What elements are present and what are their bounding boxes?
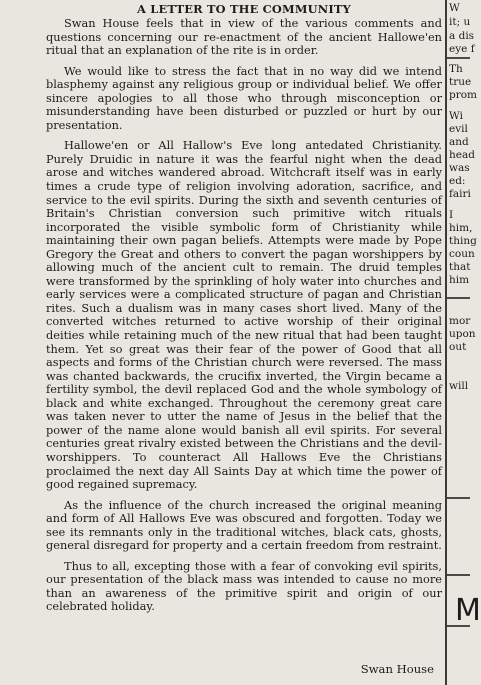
adjacent-fragment: W [449,2,460,14]
adjacent-fragment: fairi [449,188,471,200]
adjacent-fragment: and [449,136,469,148]
adjacent-fragment: upon [449,328,476,340]
adjacent-fragment: head [449,149,475,161]
adjacent-fragment: I [449,209,454,221]
letter-paragraph-3: Hallowe'en or All Hallow's Eve long antedated Christianity. Purely Druidic in nature it was the fearful night when the dead arose and witches wandered abroad. Witchcraft itself was in early times a crude type of religion involving adoration, sacrifice, and service to the evil spirits. During the sixth and seventh centuries of Britain's Christian conversion such primitive witch rituals incorporated the visible symbolic form of Christianity while maintaining their own pagan beliefs. Attempts were made by Pope Gregory the Great and others to convert the pagan worshippers by allowing much of the ancient cult to remain. The druid temples were transformed by the sprinkling of holy water into churches and early services were a complicated structure of pagan and Christian rites. Such a dualism was in many cases short lived. Many of the converted witches returned to active worship of their original deities while retaining much of the new ritual that had been taught them. Yet so great was their fear of the power of Good that all aspects and forms of the Christian church were reversed. The mass was chanted backwards, the crucifix inverted, the Virgin became a fertility symbol, the devil replaced God and the whole symbology of black and white exchanged. Throughout the ceremony great care was taken never to utter the name of Jesus in the belief that the power of the name alone would banish all evil spirits. For several centuries great rivalry existed between the Christians and the devil-worshippers. To counteract All Hallows Eve the Christians proclaimed the next day All Saints Day at which time the power of good regained supremacy. [46,138,442,492]
adjacent-fragment: evil [449,123,468,135]
adjacent-fragment: Wi [449,110,463,122]
adjacent-fragment: it; u [449,16,471,28]
adjacent-fragment: eye f [449,43,475,55]
letter-column [46,0,442,685]
letter-paragraph-4: As the influence of the church increased the original meaning and form of All Hallows Eve was obscured and forgotten. Today we see its remnants only in the traditional witches, black cats, ghosts, general disregard for property and a certain freedom from restraint. [46,497,442,553]
adjacent-rule [447,297,470,299]
adjacent-fragment: mor [449,315,471,327]
adjacent-fragment: a dis [449,30,475,42]
letter-paragraph-2: We would like to stress the fact that in no way did we intend blasphemy against any religious group or individual belief. We offer sincere apologies to all those who through misconception or misunderstanding have been disturbed or puzzled or hurt by our presentation. [46,63,442,132]
adjacent-rule [447,57,470,59]
adjacent-rule [447,497,470,499]
adjacent-column [447,0,478,685]
letter-paragraph-5: Thus to all, excepting those with a fear of convoking evil spirits, our presentation of the black mass was intended to cause no more than an awareness of the primitive spirit and origin of our celebrated holiday. [46,558,442,614]
adjacent-fragment: coun [449,248,475,260]
adjacent-fragment: out [449,341,467,353]
adjacent-headline-letter: M [455,593,481,628]
letter-headline: A LETTER TO THE COMMUNITY [137,2,351,16]
letter-paragraph-1: Swan House feels that in view of the various comments and questions concerning our re-enactment of the ancient Hallowe'en ritual that an explanation of the rite is in order. [46,16,442,58]
adjacent-fragment: will [449,380,469,392]
adjacent-fragment: ed: [449,175,466,187]
adjacent-fragment: him [449,274,470,286]
adjacent-fragment: thing [449,235,477,247]
adjacent-fragment: prom [449,89,478,101]
adjacent-fragment: that [449,261,471,273]
adjacent-fragment: Th [449,63,463,75]
adjacent-rule [447,574,470,576]
adjacent-fragment: true [449,76,472,88]
adjacent-fragment: was [449,162,470,174]
letter-signature: Swan House [360,662,434,676]
adjacent-fragment: him, [449,222,473,234]
